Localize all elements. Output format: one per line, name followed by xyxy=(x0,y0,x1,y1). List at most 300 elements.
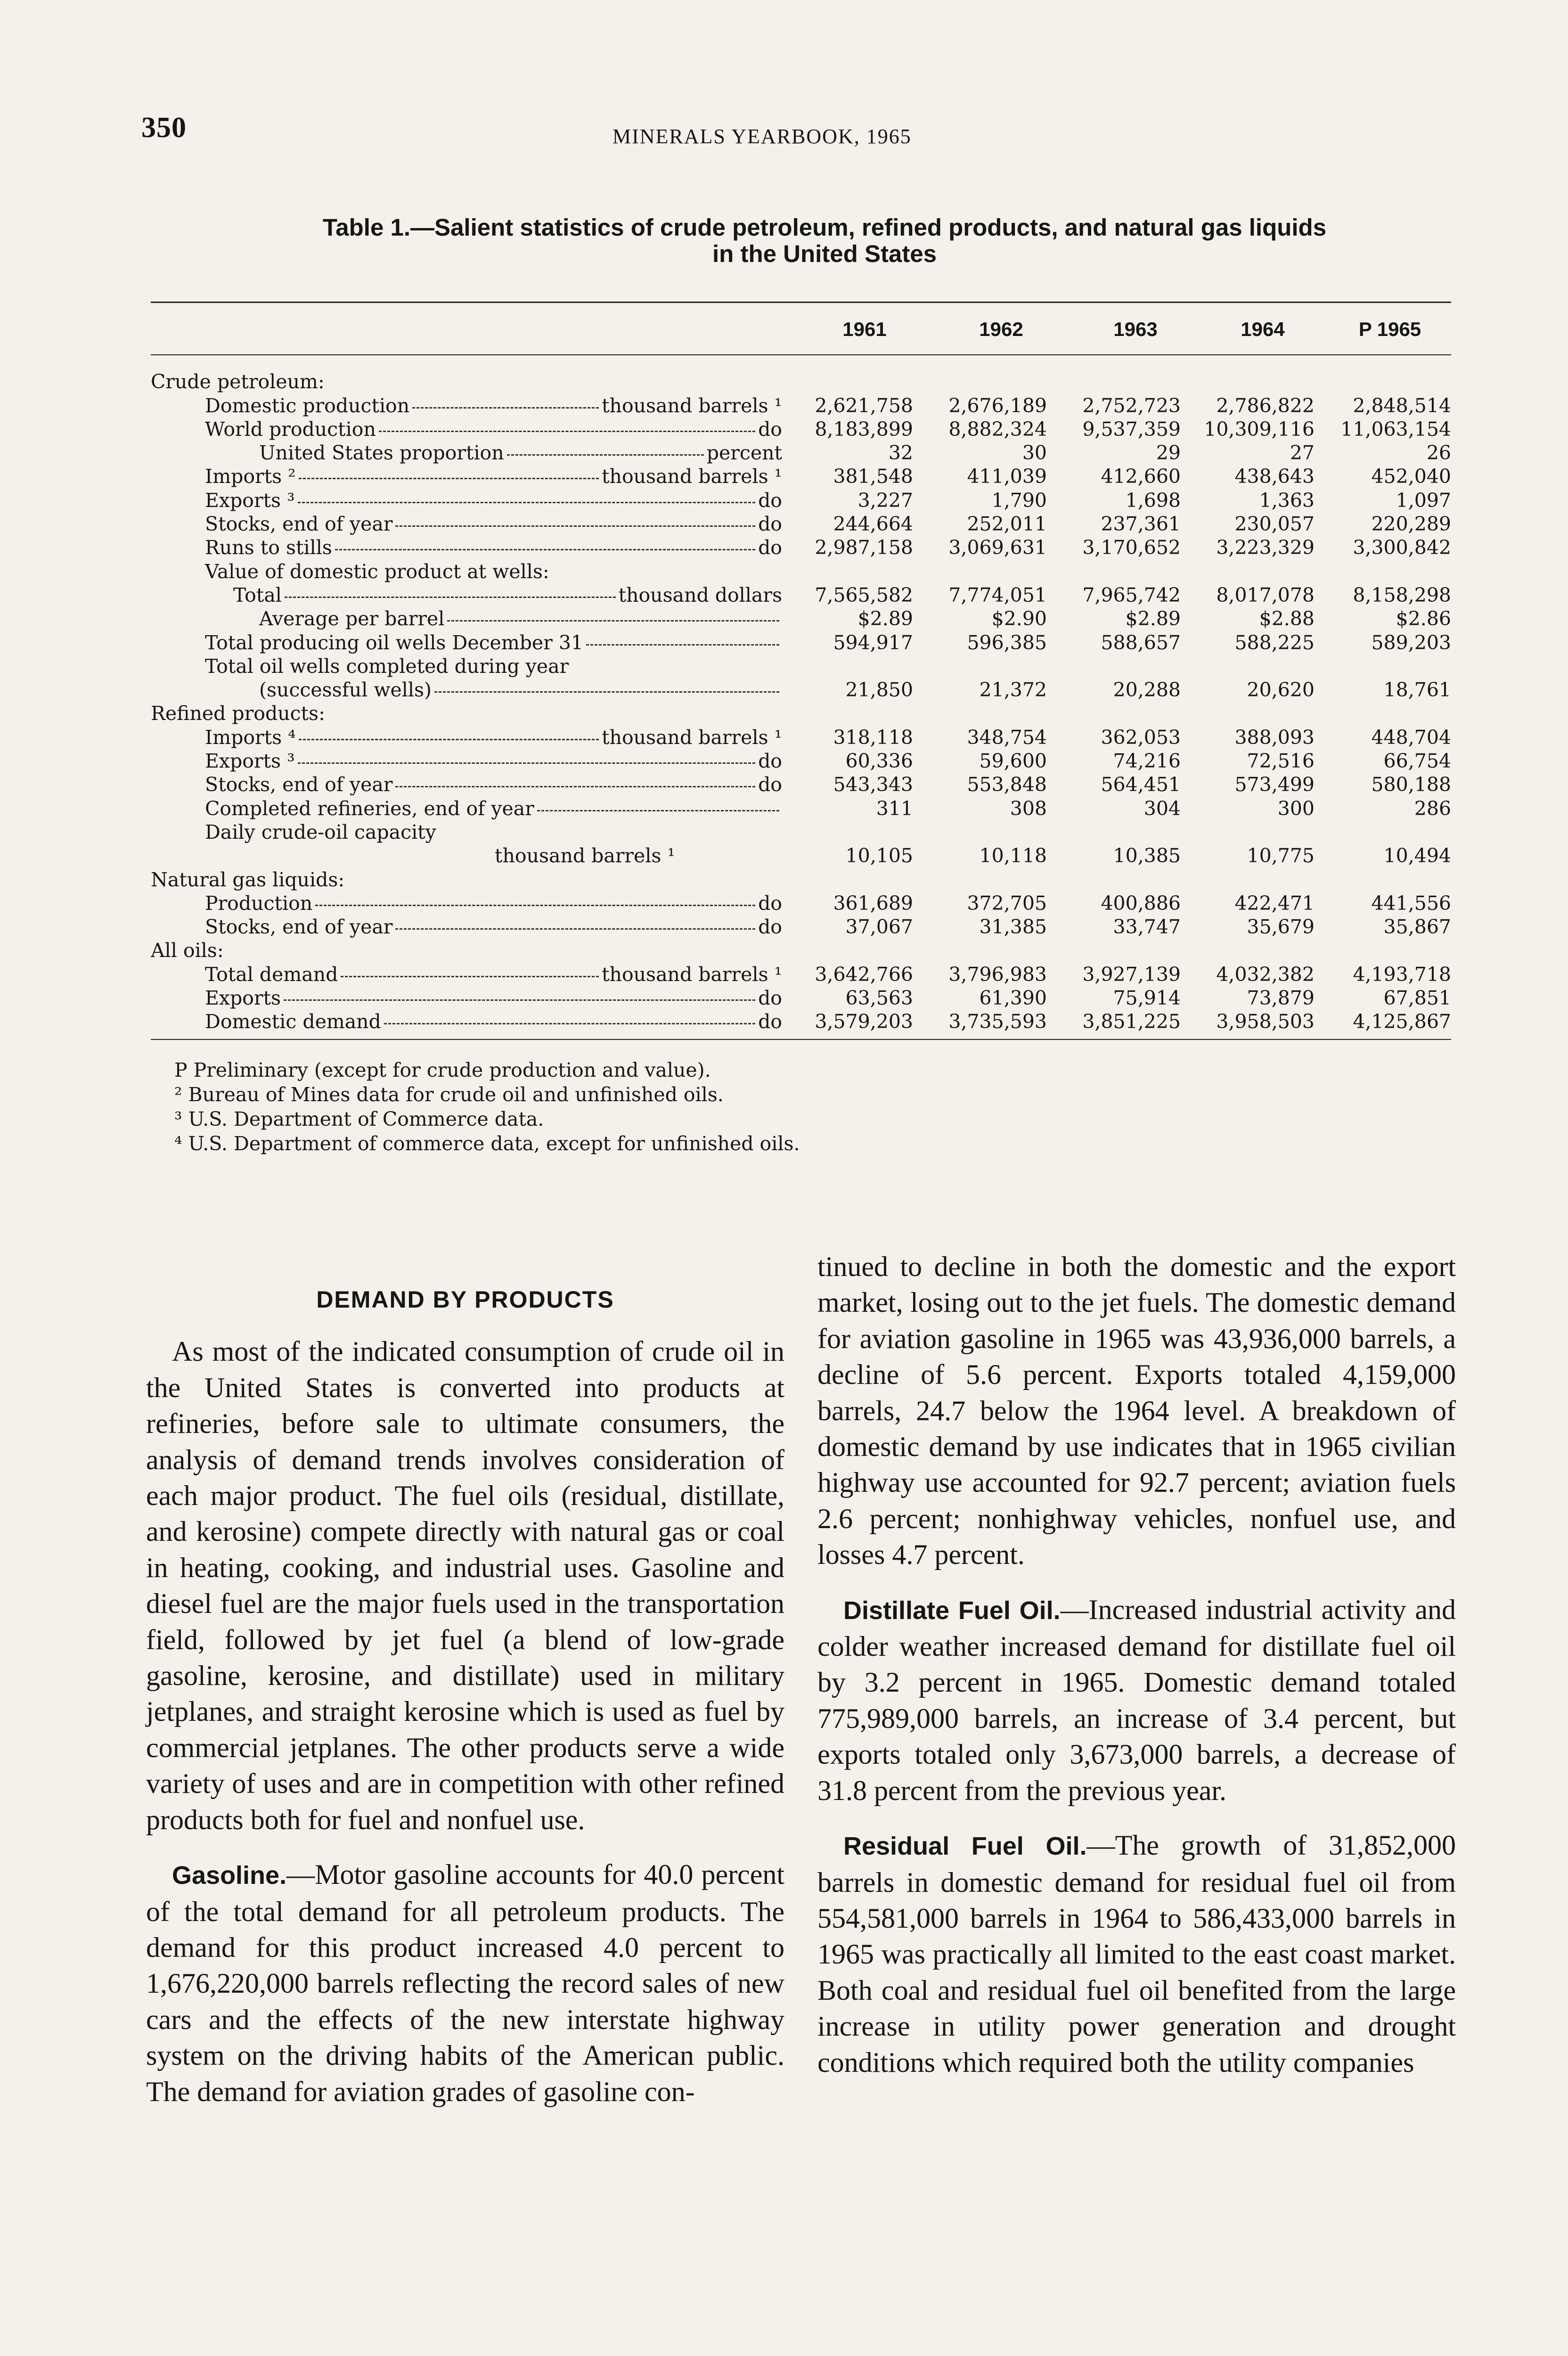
row-label xyxy=(151,489,782,512)
table-row xyxy=(151,417,1451,441)
leader-dots xyxy=(447,620,779,622)
row-label-text: Refined products: xyxy=(151,702,325,725)
table-title xyxy=(207,214,1442,267)
row-label-cell xyxy=(151,512,782,536)
row-label-text: Domestic demand xyxy=(205,1010,381,1033)
table-row xyxy=(151,1010,1451,1033)
leader-dots xyxy=(507,454,704,456)
row-label-cell xyxy=(151,702,782,725)
value-cell-1963: 3,170,652 xyxy=(1082,536,1181,559)
leader-dots xyxy=(395,525,755,527)
leader-dots xyxy=(299,478,599,479)
value-cell-1964: 300 xyxy=(1277,797,1315,820)
table-row xyxy=(151,512,1451,536)
value-cell-1961: 381,548 xyxy=(833,465,913,488)
value-cell-1965: 2,848,514 xyxy=(1353,394,1451,417)
table-row xyxy=(151,370,1451,393)
value-cell-1962: $2.90 xyxy=(991,607,1047,630)
row-label-text: Average per barrel xyxy=(259,607,445,630)
row-unit: percent xyxy=(706,442,782,465)
value-cell-1961: 318,118 xyxy=(833,726,913,749)
row-label xyxy=(151,868,782,892)
value-cell-1964: 10,309,116 xyxy=(1204,417,1315,441)
value-cell-1965: 35,867 xyxy=(1383,916,1451,939)
value-cell-1964: 230,057 xyxy=(1234,513,1315,536)
value-cell-1965 xyxy=(1317,939,1451,962)
row-label-cell xyxy=(151,725,782,749)
leader-dots xyxy=(341,976,599,977)
row-label xyxy=(151,773,782,796)
value-cell-1964: $2.88 xyxy=(1259,607,1315,630)
value-cell-1964: 3,958,503 xyxy=(1216,1010,1315,1033)
value-cell-1962: 8,882,324 xyxy=(948,417,1047,441)
value-cell-1962: 411,039 xyxy=(967,465,1047,488)
row-label-text: Value of domestic product at wells: xyxy=(205,560,549,583)
table-row xyxy=(151,749,1451,773)
salient-statistics-table xyxy=(151,370,1451,1033)
table-row xyxy=(151,630,1451,654)
column-header-1961: 1961 xyxy=(842,318,887,340)
row-label xyxy=(151,607,782,630)
value-cell-1965: 1,097 xyxy=(1396,489,1451,512)
leader-dots xyxy=(298,762,755,764)
value-cell-1964: 27 xyxy=(1290,442,1315,465)
row-label xyxy=(151,726,782,749)
value-cell-1965: 220,289 xyxy=(1371,513,1451,536)
leader-dots xyxy=(299,739,599,740)
row-label-cell xyxy=(151,892,782,915)
row-unit: do xyxy=(758,750,782,773)
value-cell-1961: 63,563 xyxy=(845,987,913,1010)
distillate-body: —Increased industrial activity and colder weather increased demand for distillate fuel oil by 3.2 percent in 1965. Domestic demand totaled 775,989,000 barrels, an increase of 3.4 percent, but exports totaled only 3,673,000 barrels, a decrease of 31.8 percent from the previous year. xyxy=(817,1594,1456,1806)
row-label-cell xyxy=(151,393,782,417)
row-unit: do xyxy=(758,892,782,915)
value-cell-1962 xyxy=(916,702,1050,725)
value-cell-1964: 388,093 xyxy=(1234,726,1315,749)
row-label-cell xyxy=(151,773,782,796)
row-label-text: Exports xyxy=(205,987,281,1010)
row-label-cell xyxy=(151,654,782,678)
value-cell-1961 xyxy=(782,654,916,678)
value-cell-1963: 20,288 xyxy=(1113,679,1181,702)
right-column xyxy=(817,1249,1456,2099)
value-cell-1964 xyxy=(1184,820,1317,844)
residual-paragraph xyxy=(817,1827,1456,2080)
value-cell-1963: 412,660 xyxy=(1101,465,1181,488)
value-cell-1962: 3,735,593 xyxy=(948,1010,1047,1033)
value-cell-1964: 3,223,329 xyxy=(1216,536,1315,559)
table-row xyxy=(151,465,1451,488)
value-cell-1962: 1,790 xyxy=(991,489,1047,512)
value-cell-1964: 438,643 xyxy=(1234,465,1315,488)
value-cell-1961: 7,565,582 xyxy=(815,583,913,606)
table-row xyxy=(151,820,1451,844)
running-head: MINERALS YEARBOOK, 1965 xyxy=(612,125,912,148)
value-cell-1963: 3,927,139 xyxy=(1082,963,1181,986)
value-cell-1963: 588,657 xyxy=(1101,631,1181,654)
row-unit: thousand barrels ¹ xyxy=(602,394,782,417)
value-cell-1964: 4,032,382 xyxy=(1216,963,1315,986)
value-cell-1965: 18,761 xyxy=(1383,679,1451,702)
value-cell-1962: 3,796,983 xyxy=(948,963,1047,986)
row-label-text: Stocks, end of year xyxy=(205,916,393,939)
value-cell-1964: 8,017,078 xyxy=(1216,583,1315,606)
row-label-text: Total demand xyxy=(205,963,338,986)
value-cell-1961 xyxy=(782,820,916,844)
value-cell-1961: 2,987,158 xyxy=(815,536,913,559)
value-cell-1962 xyxy=(916,654,1050,678)
leader-dots xyxy=(315,905,755,906)
value-cell-1963: 2,752,723 xyxy=(1082,394,1181,417)
value-cell-1963: 1,698 xyxy=(1125,489,1181,512)
table-row xyxy=(151,559,1451,583)
value-cell-1961: 10,105 xyxy=(845,844,913,867)
leader-dots xyxy=(379,431,755,432)
leader-dots xyxy=(285,597,616,598)
row-label-cell xyxy=(151,844,782,867)
row-unit: do xyxy=(758,1010,782,1033)
leader-dots xyxy=(284,999,755,1001)
row-label-text: Exports ³ xyxy=(205,489,295,512)
header-rule xyxy=(151,354,1451,355)
row-label-cell xyxy=(151,417,782,441)
value-cell-1964: 35,679 xyxy=(1247,916,1315,939)
value-cell-1961 xyxy=(782,559,916,583)
row-label-text: Crude petroleum: xyxy=(151,370,325,393)
value-cell-1963: 304 xyxy=(1143,797,1181,820)
row-label xyxy=(151,939,782,962)
value-cell-1962: 2,676,189 xyxy=(948,394,1047,417)
value-cell-1961: 60,336 xyxy=(845,750,913,773)
row-unit: thousand barrels ¹ xyxy=(602,726,782,749)
table-row xyxy=(151,915,1451,939)
row-label xyxy=(151,560,782,583)
gasoline-heading: Gasoline. xyxy=(172,1861,287,1890)
value-cell-1963 xyxy=(1050,820,1184,844)
value-cell-1962: 61,390 xyxy=(979,987,1047,1010)
row-label xyxy=(151,915,782,939)
row-label xyxy=(151,465,782,488)
row-label xyxy=(151,512,782,536)
value-cell-1962 xyxy=(916,820,1050,844)
table-row xyxy=(151,678,1451,702)
residual-body: —The growth of 31,852,000 barrels in domestic demand for residual fuel oil from 554,581,000 barrels in 1964 to 586,433,000 barrels in 1965 was practically all limited to the east coast market. Both coal and residual fuel oil benefited from the large increase in utility power generation and drought conditions which required both the utility companies xyxy=(817,1830,1456,2078)
value-cell-1964: 73,879 xyxy=(1247,987,1315,1010)
row-label xyxy=(151,797,782,820)
row-label-cell xyxy=(151,939,782,962)
row-label xyxy=(151,394,782,417)
left-column xyxy=(146,1263,784,2128)
leader-dots xyxy=(537,810,779,811)
value-cell-1961: 311 xyxy=(876,797,913,820)
row-label xyxy=(151,654,782,678)
value-cell-1965: 3,300,842 xyxy=(1353,536,1451,559)
value-cell-1965: 26 xyxy=(1426,442,1451,465)
value-cell-1965 xyxy=(1317,654,1451,678)
value-cell-1965: 8,158,298 xyxy=(1353,583,1451,606)
row-label-text: Domestic production xyxy=(205,394,410,417)
row-label-cell xyxy=(151,488,782,512)
row-label-text: Total producing oil wells December 31 xyxy=(205,631,584,654)
table-row xyxy=(151,441,1451,465)
intro-paragraph: As most of the indicated consumption of crude oil in the United States is converted into products at refineries, before sale to ultimate consumers, the analysis of demand trends involves consideration of each major product. The fuel oils (residual, distillate, and kerosine) compete directly with natural gas or coal in heating, cooking, and industrial uses. Gasoline and diesel fuel are the major fuels used in the transportation field, followed by jet fuel (a blend of low-grade gasoline, kerosine, and distillate) used in military jetplanes, and straight kerosine which is used as fuel by commercial jetplanes. The other products serve a wide variety of uses and are in competition with other refined products both for fuel and nonfuel use. xyxy=(146,1336,784,1835)
row-unit: thousand barrels ¹ xyxy=(602,963,782,986)
row-label-text: Exports ³ xyxy=(205,750,295,773)
leader-dots xyxy=(384,1023,755,1024)
row-label-cell xyxy=(151,559,782,583)
value-cell-1965: 4,125,867 xyxy=(1353,1010,1451,1033)
row-unit: thousand barrels ¹ xyxy=(602,465,782,488)
value-cell-1965 xyxy=(1317,820,1451,844)
row-label-text: Production xyxy=(205,892,313,915)
value-cell-1965: 580,188 xyxy=(1371,773,1451,796)
row-label-cell xyxy=(151,962,782,986)
row-label xyxy=(151,417,782,441)
value-cell-1965: 66,754 xyxy=(1383,750,1451,773)
leader-dots xyxy=(335,549,755,550)
value-cell-1964 xyxy=(1184,939,1317,962)
value-cell-1962: 21,372 xyxy=(979,679,1047,702)
value-cell-1965: 589,203 xyxy=(1371,631,1451,654)
row-label xyxy=(151,892,782,915)
row-label-cell xyxy=(151,370,782,393)
value-cell-1965: 4,193,718 xyxy=(1353,963,1451,986)
value-cell-1963: 9,537,359 xyxy=(1082,417,1181,441)
table-row xyxy=(151,939,1451,962)
value-cell-1964: 422,471 xyxy=(1234,892,1315,915)
table-bottom-rule xyxy=(151,1039,1451,1040)
table-footnotes xyxy=(165,1058,1296,1156)
row-label-text: Runs to stills xyxy=(205,536,332,559)
value-cell-1963: 29 xyxy=(1156,442,1181,465)
row-label xyxy=(151,844,782,867)
value-cell-1963 xyxy=(1050,867,1184,891)
row-label-text: Stocks, end of year xyxy=(205,773,393,796)
value-cell-1965: 67,851 xyxy=(1383,987,1451,1010)
value-cell-1964: 72,516 xyxy=(1247,750,1315,773)
row-label-cell xyxy=(151,678,782,702)
row-label xyxy=(151,820,782,844)
gasoline-paragraph xyxy=(146,1857,784,2110)
value-cell-1961: 2,621,758 xyxy=(815,394,913,417)
value-cell-1961: 21,850 xyxy=(845,679,913,702)
value-cell-1964: 20,620 xyxy=(1247,679,1315,702)
value-cell-1964 xyxy=(1184,559,1317,583)
value-cell-1965: 441,556 xyxy=(1371,892,1451,915)
value-cell-1961 xyxy=(782,939,916,962)
table-row xyxy=(151,583,1451,607)
row-label-cell xyxy=(151,441,782,465)
value-cell-1962: 252,011 xyxy=(967,513,1047,536)
value-cell-1961: 3,579,203 xyxy=(815,1010,913,1033)
row-unit: do xyxy=(758,773,782,796)
value-cell-1962: 30 xyxy=(1022,442,1047,465)
value-cell-1961: 244,664 xyxy=(833,513,913,536)
value-cell-1965: 452,040 xyxy=(1371,465,1451,488)
row-unit: do xyxy=(758,536,782,559)
column-header-1965: P 1965 xyxy=(1358,318,1421,340)
value-cell-1963: 362,053 xyxy=(1101,726,1181,749)
value-cell-1964: 588,225 xyxy=(1234,631,1315,654)
row-label-cell xyxy=(151,536,782,559)
row-label-text: Stocks, end of year xyxy=(205,513,393,536)
column-header-1963: 1963 xyxy=(1113,318,1158,340)
table-row xyxy=(151,393,1451,417)
row-label-cell xyxy=(151,630,782,654)
section-heading: DEMAND BY PRODUCTS xyxy=(316,1286,614,1313)
value-cell-1963: 33,747 xyxy=(1113,916,1181,939)
footnote-3: ³ U.S. Department of Commerce data. xyxy=(174,1108,544,1130)
value-cell-1961: 3,227 xyxy=(858,489,913,512)
value-cell-1964 xyxy=(1184,654,1317,678)
row-label xyxy=(151,963,782,986)
value-cell-1963: 3,851,225 xyxy=(1082,1010,1181,1033)
footnote-preliminary: P Preliminary (except for crude production and value). xyxy=(174,1059,711,1081)
leader-dots xyxy=(298,502,755,503)
row-label-text: (successful wells) xyxy=(259,679,432,702)
table-row xyxy=(151,654,1451,678)
leader-dots xyxy=(395,928,755,930)
page-number: 350 xyxy=(141,112,187,144)
column-header-1964: 1964 xyxy=(1241,318,1285,340)
value-cell-1965 xyxy=(1317,702,1451,725)
row-label xyxy=(151,749,782,773)
row-label xyxy=(151,1010,782,1033)
value-cell-1962: 596,385 xyxy=(967,631,1047,654)
value-cell-1965: 286 xyxy=(1414,797,1451,820)
value-cell-1963: 7,965,742 xyxy=(1082,583,1181,606)
table-row xyxy=(151,962,1451,986)
value-cell-1961: 361,689 xyxy=(833,892,913,915)
table-title-dash: — xyxy=(410,214,435,241)
row-label xyxy=(151,678,782,702)
row-label xyxy=(151,986,782,1010)
column-header-1962: 1962 xyxy=(979,318,1023,340)
value-cell-1962 xyxy=(916,559,1050,583)
value-cell-1963: 10,385 xyxy=(1113,844,1181,867)
row-label-text: thousand barrels ¹ xyxy=(495,844,675,867)
value-cell-1962: 59,600 xyxy=(979,750,1047,773)
value-cell-1961 xyxy=(782,702,916,725)
value-cell-1963: 237,361 xyxy=(1101,513,1181,536)
table-row xyxy=(151,892,1451,915)
row-label-text: Daily crude-oil capacity xyxy=(205,820,436,843)
table-title-line2: in the United States xyxy=(712,240,937,267)
row-label xyxy=(151,370,782,393)
value-cell-1962: 308 xyxy=(1010,797,1047,820)
leader-dots xyxy=(434,691,779,693)
table-row xyxy=(151,702,1451,725)
table-row xyxy=(151,725,1451,749)
value-cell-1961: 32 xyxy=(888,442,913,465)
value-cell-1962: 348,754 xyxy=(967,726,1047,749)
value-cell-1963 xyxy=(1050,559,1184,583)
value-cell-1965: 448,704 xyxy=(1371,726,1451,749)
value-cell-1965 xyxy=(1317,559,1451,583)
value-cell-1964: 2,786,822 xyxy=(1216,394,1315,417)
row-label-cell xyxy=(151,867,782,891)
table-row xyxy=(151,773,1451,796)
row-label-cell xyxy=(151,1010,782,1033)
table-row xyxy=(151,844,1451,867)
row-label-cell xyxy=(151,465,782,488)
value-cell-1964: 10,775 xyxy=(1247,844,1315,867)
value-cell-1965: $2.86 xyxy=(1396,607,1451,630)
value-cell-1961 xyxy=(782,867,916,891)
value-cell-1963 xyxy=(1050,654,1184,678)
leader-dots xyxy=(412,407,599,409)
row-label-cell xyxy=(151,583,782,607)
value-cell-1965: 11,063,154 xyxy=(1340,417,1451,441)
row-label-text: United States proportion xyxy=(259,442,504,465)
row-label-text: Total xyxy=(233,583,282,606)
value-cell-1961: 8,183,899 xyxy=(815,417,913,441)
value-cell-1962: 10,118 xyxy=(979,844,1047,867)
row-label xyxy=(151,441,782,465)
row-label-cell xyxy=(151,986,782,1010)
table-row xyxy=(151,986,1451,1010)
value-cell-1963 xyxy=(1050,370,1184,393)
aviation-gasoline-paragraph: tinued to decline in both the domestic and the export market, losing out to the jet fuels. The domestic demand for aviation gasoline in 1965 was 43,936,000 barrels, a decline of 5.6 percent. Exports totaled 4,159,000 barrels, 24.7 below the 1964 level. A breakdown of domestic demand by use indicates that in 1965 civilian highway use accounted for 92.7 percent; aviation fuels 2.6 percent; nonhighway vehicles, nonfuel use, and losses 4.7 percent. xyxy=(817,1251,1456,1571)
value-cell-1965 xyxy=(1317,867,1451,891)
footnote-4: ⁴ U.S. Department of commerce data, except for unfinished oils. xyxy=(174,1132,800,1155)
value-cell-1962: 7,774,051 xyxy=(948,583,1047,606)
row-label-cell xyxy=(151,796,782,820)
value-cell-1965: 10,494 xyxy=(1383,844,1451,867)
value-cell-1962 xyxy=(916,867,1050,891)
table-row xyxy=(151,536,1451,559)
value-cell-1963: 564,451 xyxy=(1101,773,1181,796)
value-cell-1961: 594,917 xyxy=(833,631,913,654)
row-label-text: Imports ² xyxy=(205,465,296,488)
value-cell-1961 xyxy=(782,370,916,393)
row-label-text: Total oil wells completed during year xyxy=(205,654,569,678)
row-unit: thousand dollars xyxy=(618,583,782,606)
row-unit: do xyxy=(758,987,782,1010)
value-cell-1965 xyxy=(1317,370,1451,393)
table-row xyxy=(151,607,1451,630)
footnote-2: ² Bureau of Mines data for crude oil and unfinished oils. xyxy=(174,1083,724,1106)
table-label: Table 1. xyxy=(322,214,411,241)
table-top-rule xyxy=(151,302,1451,303)
row-label xyxy=(151,631,782,654)
value-cell-1963 xyxy=(1050,702,1184,725)
value-cell-1964: 573,499 xyxy=(1234,773,1315,796)
row-label-text: All oils: xyxy=(151,939,224,962)
row-label-cell xyxy=(151,915,782,939)
table-row xyxy=(151,488,1451,512)
value-cell-1962 xyxy=(916,939,1050,962)
value-cell-1962: 372,705 xyxy=(967,892,1047,915)
distillate-paragraph xyxy=(817,1592,1456,1808)
row-label-cell xyxy=(151,820,782,844)
value-cell-1963: 74,216 xyxy=(1113,750,1181,773)
value-cell-1963: $2.89 xyxy=(1125,607,1181,630)
value-cell-1962: 553,848 xyxy=(967,773,1047,796)
row-label-cell xyxy=(151,749,782,773)
row-label-text: Completed refineries, end of year xyxy=(205,797,534,820)
value-cell-1964 xyxy=(1184,702,1317,725)
value-cell-1962: 31,385 xyxy=(979,916,1047,939)
row-unit: do xyxy=(758,417,782,441)
row-unit: do xyxy=(758,916,782,939)
row-label xyxy=(151,536,782,559)
row-label-text: Imports ⁴ xyxy=(205,726,296,749)
row-label-text: World production xyxy=(205,417,376,441)
table-body xyxy=(151,370,1451,1033)
value-cell-1963: 400,886 xyxy=(1101,892,1181,915)
value-cell-1964 xyxy=(1184,370,1317,393)
